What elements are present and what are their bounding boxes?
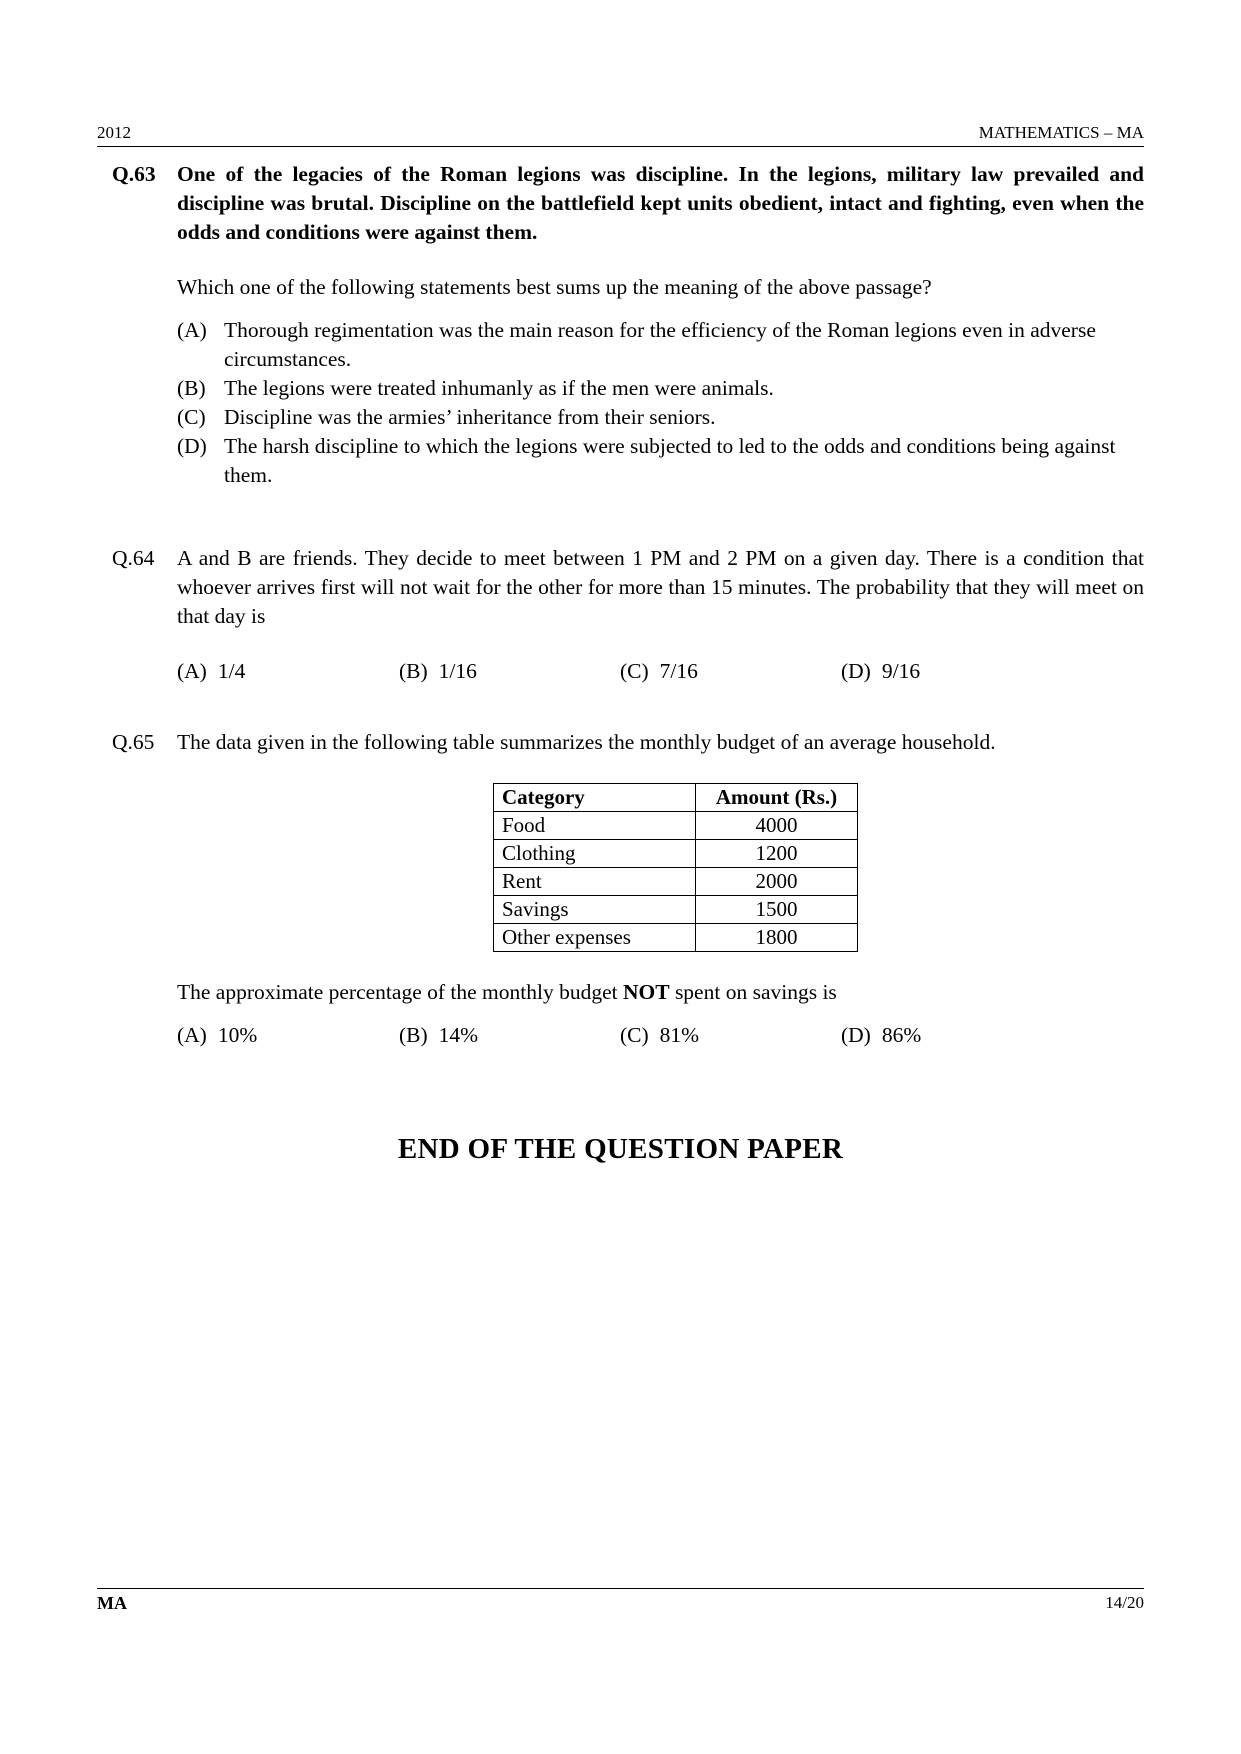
budget-table xyxy=(493,783,858,952)
option-63-a-tag: (A) xyxy=(177,318,207,342)
question-65-stem: The data given in the following table summarizes the monthly budget of an average household. xyxy=(177,730,996,754)
cell-amount-savings: 1500 xyxy=(696,896,858,924)
page-footer xyxy=(97,1593,1144,1619)
option-64-d[interactable] xyxy=(841,657,920,686)
option-65-c-text: 81% xyxy=(659,1023,700,1047)
cell-amount-rent: 2000 xyxy=(696,868,858,896)
option-64-a-text: 1/4 xyxy=(217,659,246,683)
option-65-d-tag: (D) xyxy=(841,1023,871,1047)
cell-category-rent: Rent xyxy=(494,868,696,896)
cell-category-savings: Savings xyxy=(494,896,696,924)
option-64-d-tag: (D) xyxy=(841,659,871,683)
option-65-c[interactable] xyxy=(620,1021,699,1050)
option-64-b[interactable] xyxy=(399,657,477,686)
option-65-c-tag: (C) xyxy=(620,1023,649,1047)
option-65-d[interactable] xyxy=(841,1021,921,1050)
page-content xyxy=(97,146,1144,1166)
option-63-c-text: Discipline was the armies’ inheritance from their seniors. xyxy=(224,405,716,429)
question-63-options xyxy=(177,316,1144,490)
question-block-64 xyxy=(97,544,1144,688)
table-row xyxy=(494,896,858,924)
option-65-b-text: 14% xyxy=(438,1023,479,1047)
question-65-sub-prompt-before: The approximate percentage of the monthly budget xyxy=(177,980,623,1004)
question-block-63 xyxy=(97,160,1144,490)
table-header-category: Category xyxy=(494,784,696,812)
footer-divider xyxy=(97,1588,1144,1589)
table-row xyxy=(494,868,858,896)
question-65-options xyxy=(177,1021,1144,1052)
option-63-d[interactable] xyxy=(177,432,1144,490)
header-subject: MATHEMATICS – MA xyxy=(978,123,1144,142)
question-65-emphasis-not: NOT xyxy=(622,980,670,1004)
option-65-a[interactable] xyxy=(177,1021,257,1050)
question-block-65 xyxy=(97,728,1144,1052)
option-64-c[interactable] xyxy=(620,657,698,686)
option-63-b-text: The legions were treated inhumanly as if the men were animals. xyxy=(224,376,774,400)
option-63-a[interactable] xyxy=(177,316,1144,374)
table-row xyxy=(494,812,858,840)
question-63-passage: One of the legacies of the Roman legions was discipline. In the legions, military law prevailed and discipline was brutal. Discipline on the battlefield kept units obedient, intact and fighting, even when the odds and conditions were against them. xyxy=(177,162,1144,244)
footer-paper-code: MA xyxy=(97,1593,127,1613)
option-65-d-text: 86% xyxy=(881,1023,922,1047)
budget-table-wrapper xyxy=(177,783,1144,952)
question-63-prompt: Which one of the following statements best sums up the meaning of the above passage? xyxy=(177,275,932,299)
option-65-b[interactable] xyxy=(399,1021,478,1050)
option-64-d-text: 9/16 xyxy=(881,659,921,683)
question-65-sub-prompt xyxy=(177,978,1144,1007)
option-63-b[interactable] xyxy=(177,374,1144,403)
option-65-b-tag: (B) xyxy=(399,1023,428,1047)
option-64-b-text: 1/16 xyxy=(438,659,477,683)
cell-amount-clothing: 1200 xyxy=(696,840,858,868)
cell-category-other-expenses: Other expenses xyxy=(494,924,696,952)
option-63-a-text: Thorough regimentation was the main reason for the efficiency of the Roman legions even in adverse circumstances. xyxy=(224,318,1096,371)
option-63-d-tag: (D) xyxy=(177,434,207,458)
question-number-64: Q.64 xyxy=(112,546,155,570)
cell-category-clothing: Clothing xyxy=(494,840,696,868)
option-64-c-tag: (C) xyxy=(620,659,649,683)
option-65-a-tag: (A) xyxy=(177,1023,207,1047)
question-65-sub-prompt-after: spent on savings is xyxy=(669,980,837,1004)
header-year: 2012 xyxy=(97,123,131,142)
table-header-row xyxy=(494,784,858,812)
option-63-c-tag: (C) xyxy=(177,405,206,429)
footer-page-number: 14/20 xyxy=(1105,1593,1144,1612)
cell-amount-food: 4000 xyxy=(696,812,858,840)
option-63-d-text: The harsh discipline to which the legions were subjected to led to the odds and conditions being against them. xyxy=(224,434,1116,487)
end-of-question-paper-notice: END OF THE QUESTION PAPER xyxy=(397,1133,844,1165)
option-64-a[interactable] xyxy=(177,657,245,686)
option-63-c[interactable] xyxy=(177,403,1144,432)
option-64-c-text: 7/16 xyxy=(659,659,698,683)
option-64-b-tag: (B) xyxy=(399,659,428,683)
table-row xyxy=(494,840,858,868)
question-number-65: Q.65 xyxy=(112,730,155,754)
table-header-amount: Amount (Rs.) xyxy=(696,784,858,812)
question-number-63: Q.63 xyxy=(112,162,156,186)
cell-category-food: Food xyxy=(494,812,696,840)
question-64-stem: A and B are friends. They decide to meet between 1 PM and 2 PM on a given day. There is a condition that whoever arrives first will not wait for the other for more than 15 minutes. The probability that they will meet on that day is xyxy=(177,546,1144,628)
option-63-b-tag: (B) xyxy=(177,376,206,400)
option-65-a-text: 10% xyxy=(217,1023,258,1047)
table-row xyxy=(494,924,858,952)
question-64-options xyxy=(177,657,1144,688)
option-64-a-tag: (A) xyxy=(177,659,207,683)
cell-amount-other-expenses: 1800 xyxy=(696,924,858,952)
